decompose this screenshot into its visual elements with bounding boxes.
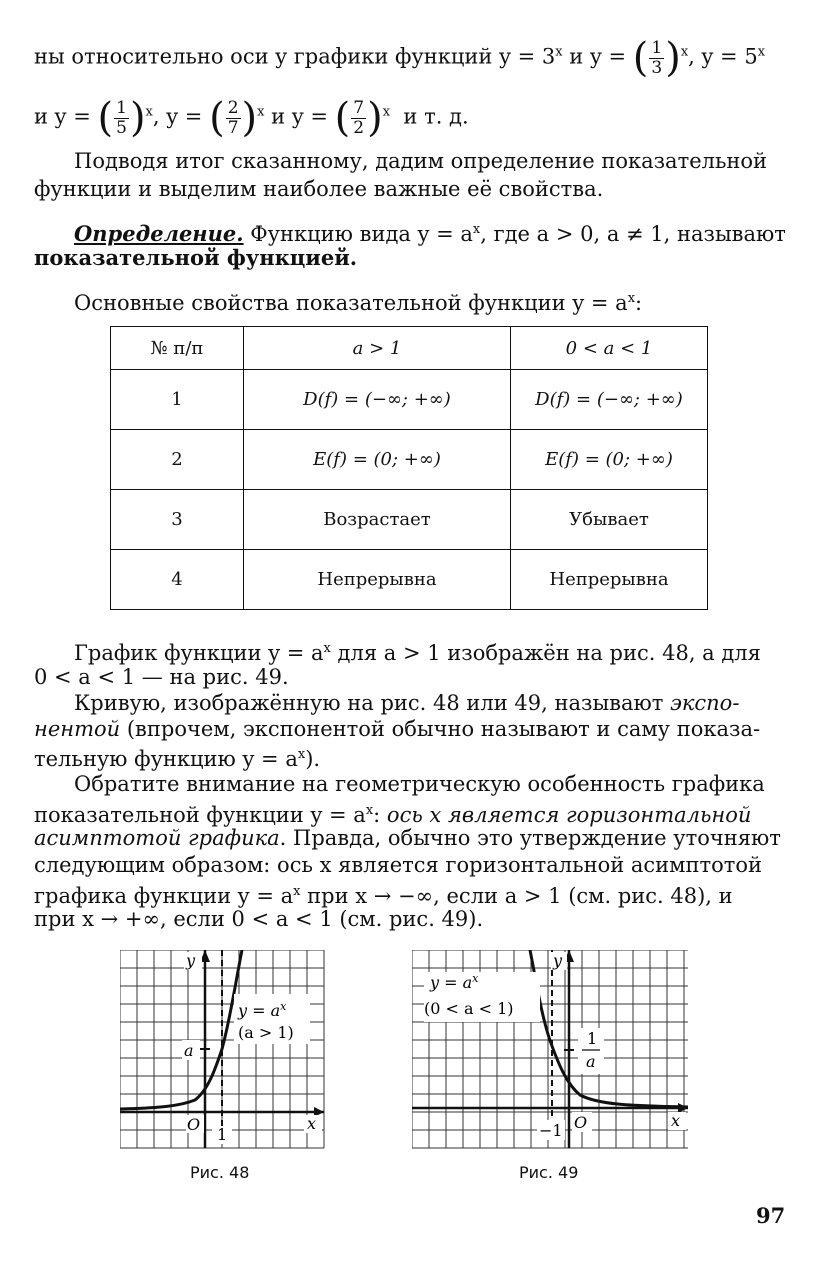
page-number: 97 <box>756 1203 786 1228</box>
intro-line-2: и y = ( $\frac{1}{5}$ )$^x$, y = ( $\frac{2}{7}$ )$^x$ и y = ( $\frac{7}{2}$ )$^x$ и т. д. <box>34 95 469 141</box>
table-header-cell: 0 < a < 1 <box>511 327 708 370</box>
properties-table <box>110 326 708 610</box>
tick-1-label: 1 <box>217 1125 228 1144</box>
table-cell: 3 <box>111 490 244 550</box>
x-axis-label: x <box>307 1114 317 1133</box>
note-para-line-3: асимптотой графика. Правда, обычно это утверждение уточняют <box>34 826 781 850</box>
frac-denominator: a <box>586 1052 596 1071</box>
figure-48-caption: Рис. 48 <box>190 1163 250 1182</box>
definition-line-2: показательной функцией. <box>34 245 358 270</box>
summary-line-1: Подводя итог сказанному, дадим определение показательной <box>74 149 768 173</box>
exponent-curve <box>530 950 688 1107</box>
note-para-line-2: показательной функции $y = a^x$: ось x является горизонтальной <box>34 803 752 827</box>
formula-label: $y = a^x$ <box>430 972 479 992</box>
exponent-curve <box>120 950 242 1109</box>
intro-line-1: ны относительно оси y графики функций $y = 3^x$ и y = ( $\frac{1}{3}$ )$^x$, $y = 5^x$ <box>34 35 766 81</box>
condition-label: (0 < a < 1) <box>424 999 514 1018</box>
definition-term: Определение. <box>74 221 244 246</box>
table-cell: D(f) = (−∞; +∞) <box>244 370 511 430</box>
y-axis-label: y <box>553 951 563 970</box>
table-row <box>111 490 708 550</box>
origin-label: O <box>187 1115 201 1134</box>
y-axis-label: y <box>186 951 196 970</box>
table-row <box>111 430 708 490</box>
note-para-line-6: при x → +∞, если 0 < a < 1 (см. рис. 49). <box>34 907 484 931</box>
figure-49-graph <box>412 950 690 1150</box>
table-cell: 2 <box>111 430 244 490</box>
x-axis-label: x <box>671 1111 681 1130</box>
table-cell: 1 <box>111 370 244 430</box>
table-header-cell: № п/п <box>111 327 244 370</box>
figure-49-caption: Рис. 49 <box>519 1163 579 1182</box>
graph-para-line-2: 0 < a < 1 — на рис. 49. <box>34 665 289 689</box>
tick-minus1-label: −1 <box>539 1121 563 1140</box>
table-cell: Непрерывна <box>244 550 511 610</box>
table-cell: E(f) = (0; +∞) <box>511 430 708 490</box>
curve-para-line-3: тельную функцию $y = a^x$). <box>34 747 321 771</box>
figure-48-graph <box>120 950 326 1150</box>
condition-label: (a > 1) <box>238 1023 294 1042</box>
table-cell: D(f) = (−∞; +∞) <box>511 370 708 430</box>
table-cell: Возрастает <box>244 490 511 550</box>
curve-para-line-1: Кривую, изображённую на рис. 48 или 49, называют экспо- <box>74 691 740 715</box>
definition-line-1: Определение. Функцию вида $y = a^x$, где a > 0, a ≠ 1, называют <box>74 221 786 246</box>
table-cell: Убывает <box>511 490 708 550</box>
table-header-cell: a > 1 <box>244 327 511 370</box>
note-para-line-4: следующим образом: ось x является горизонтальной асимптотой <box>34 853 763 877</box>
table-cell: E(f) = (0; +∞) <box>244 430 511 490</box>
table-header-row <box>111 327 708 370</box>
graph-para-line-1: График функции $y = a^x$ для a > 1 изображён на рис. 48, а для <box>74 641 761 665</box>
table-cell: 4 <box>111 550 244 610</box>
formula-label: $y = a^x$ <box>238 1000 287 1020</box>
frac-numerator: 1 <box>587 1029 598 1048</box>
origin-label: O <box>574 1113 588 1132</box>
properties-heading: Основные свойства показательной функции $y = a^x$: <box>74 291 643 315</box>
note-para-line-1: Обратите внимание на геометрическую особенность графика <box>74 772 765 796</box>
curve-para-line-2: нентой (впрочем, экспонентой обычно называют и саму показа- <box>34 717 761 741</box>
table-cell: Непрерывна <box>511 550 708 610</box>
tick-a-label: a <box>184 1041 194 1060</box>
summary-line-2: функции и выделим наиболее важные её свойства. <box>34 177 604 201</box>
table-row <box>111 370 708 430</box>
table-row <box>111 550 708 610</box>
note-para-line-5: графика функции $y = a^x$ при x → −∞, если a > 1 (см. рис. 48), и <box>34 884 733 908</box>
